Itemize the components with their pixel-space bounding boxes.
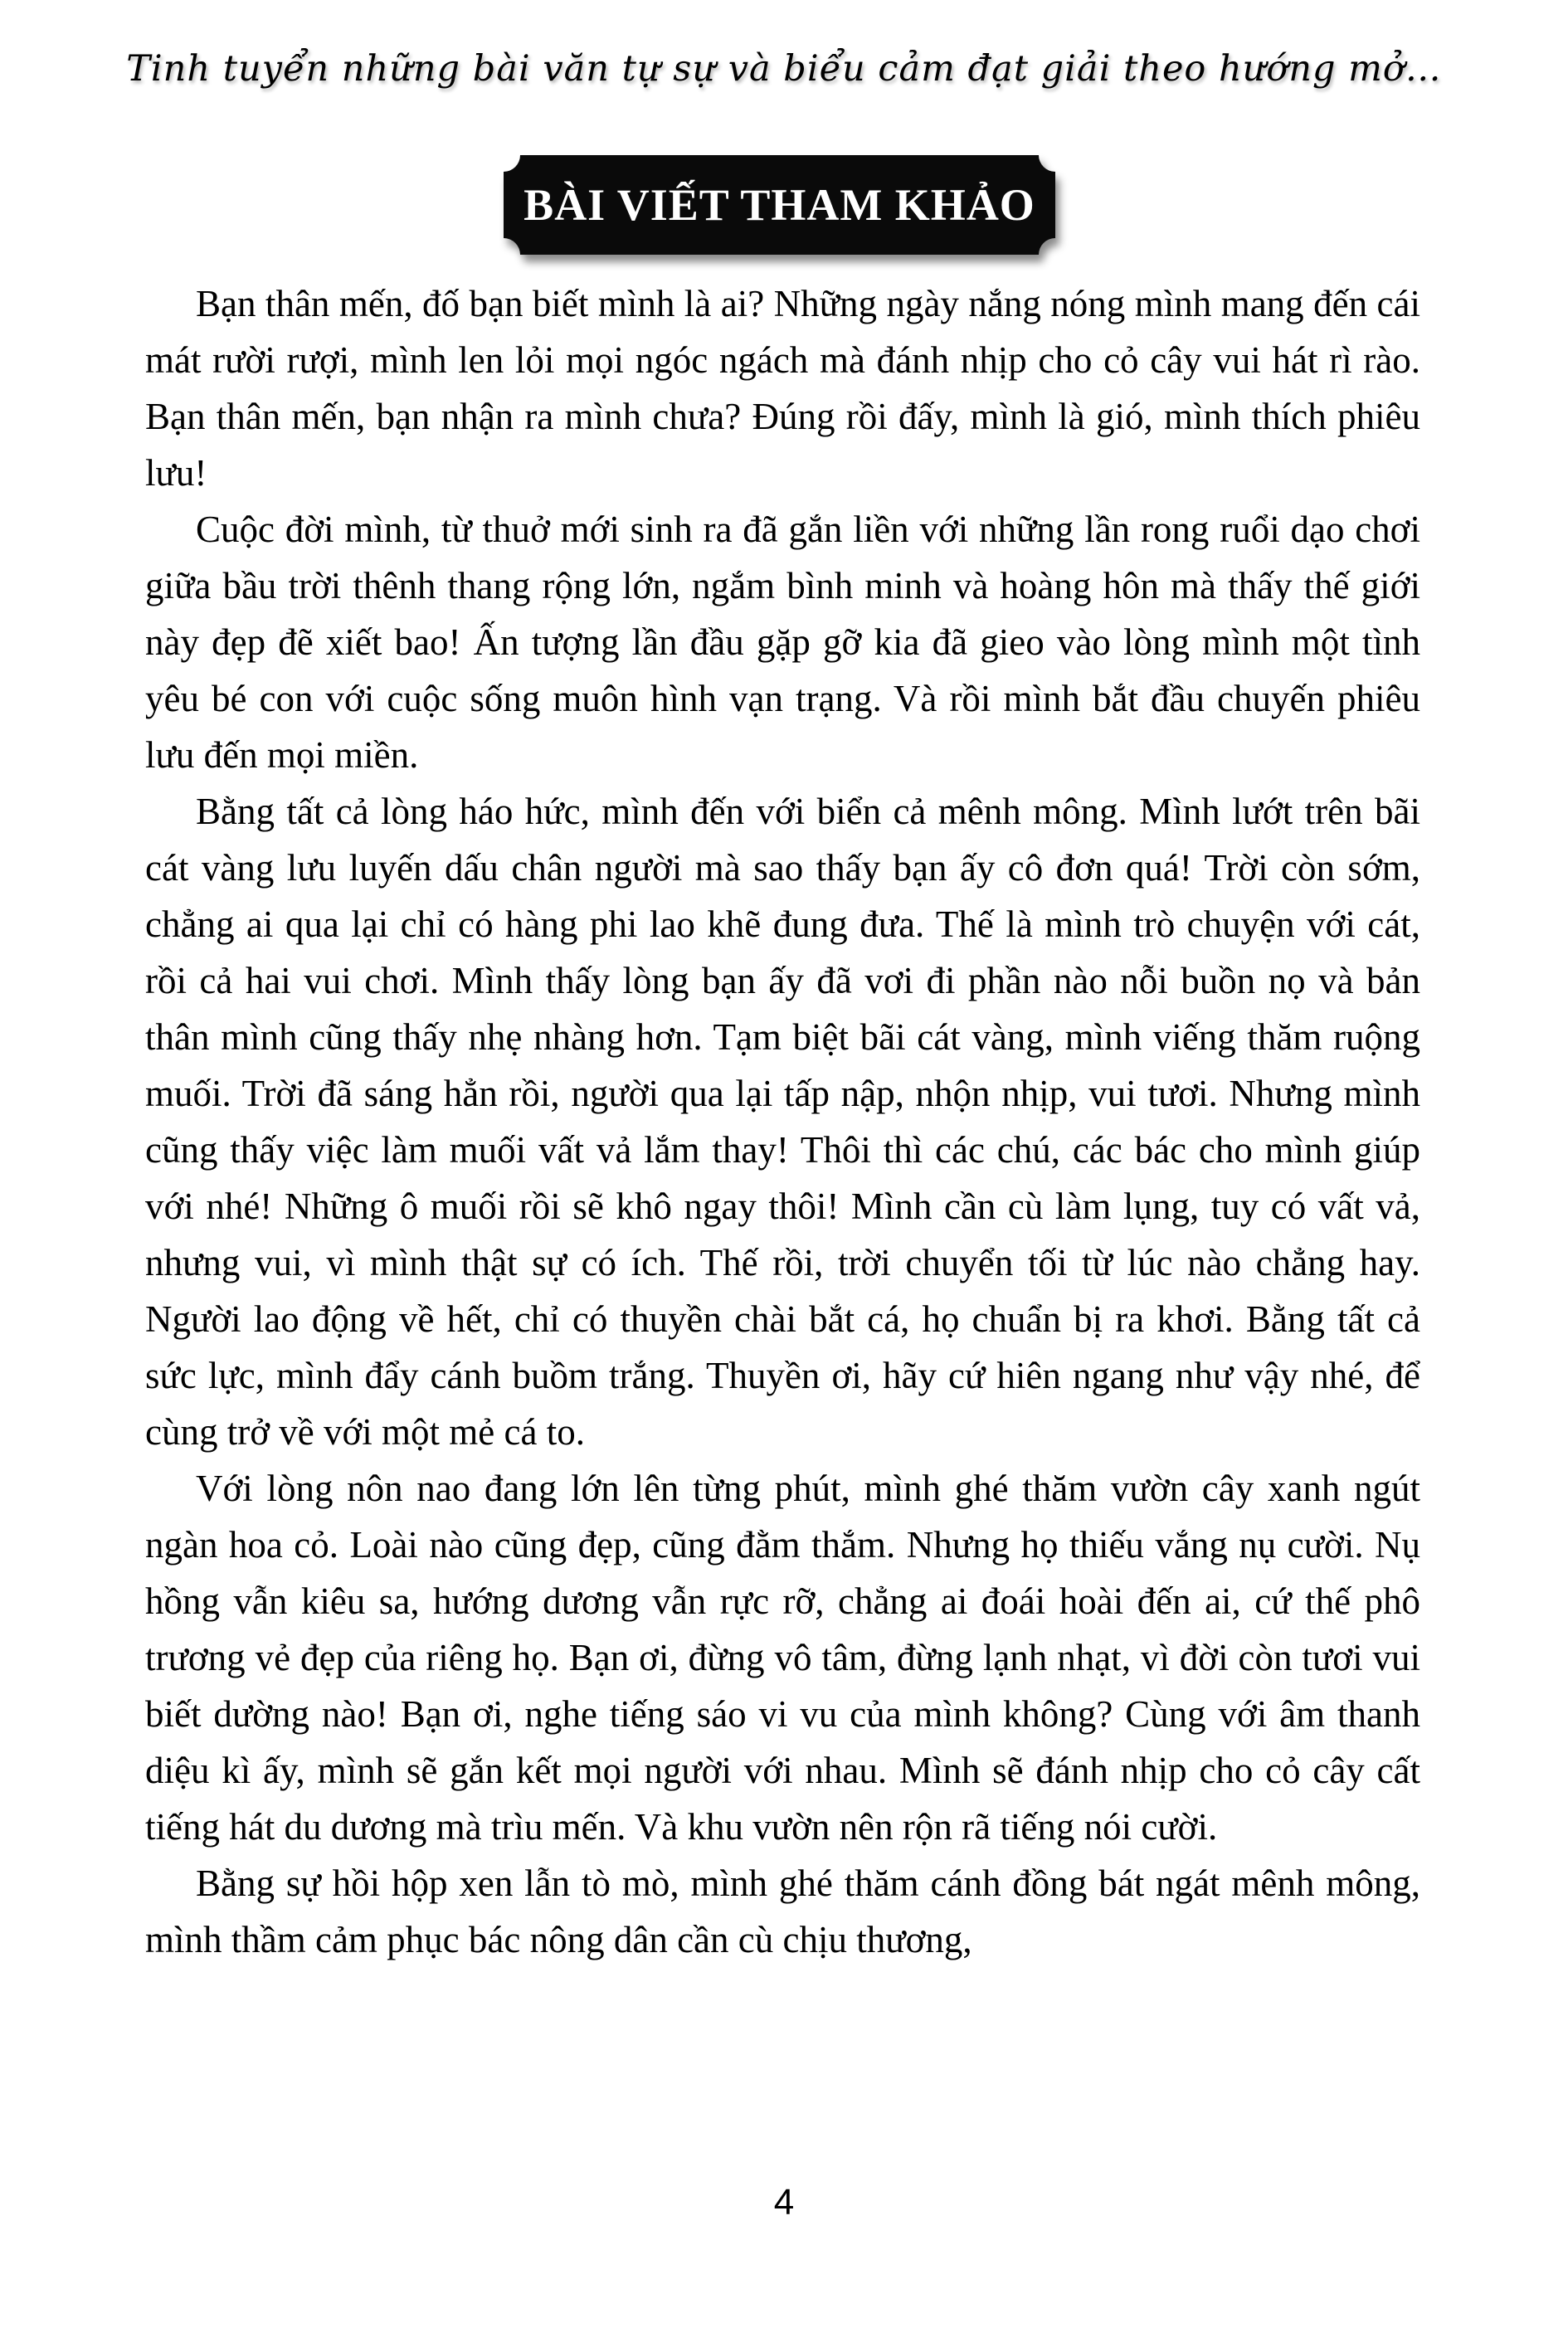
section-plaque: [504, 154, 1055, 256]
body-paragraph: Bạn thân mến, đố bạn biết mình là ai? Những ngày nắng nóng mình mang đến cái mát rười rượi, mình len lỏi mọi ngóc ngách mà đánh nhịp cho cỏ cây vui hát rì rào. Bạn thân mến, bạn nhận ra mình chưa? Đúng rồi đấy, mình là gió, mình thích phiêu lưu!: [145, 283, 1420, 494]
running-header: Tinh tuyển những bài văn tự sự và biểu cảm đạt giải theo hướng mở…: [126, 48, 1442, 90]
body-paragraph: Với lòng nôn nao đang lớn lên từng phút, mình ghé thăm vườn cây xanh ngút ngàn hoa cỏ. Loài nào cũng đẹp, cũng đằm thắm. Nhưng họ thiếu vắng nụ cười. Nụ hồng vẫn kiêu sa, hướng dương vẫn rực rỡ, chẳng ai đoái hoài đến ai, cứ thế phô trương vẻ đẹp của riêng họ. Bạn ơi, đừng vô tâm, đừng lạnh nhạt, vì đời còn tươi vui biết dường nào! Bạn ơi, nghe tiếng sáo vi vu của mình không? Cùng với âm thanh diệu kì ấy, mình sẽ gắn kết mọi người với nhau. Mình sẽ đánh nhịp cho cỏ cây cất tiếng hát du dương mà trìu mến. Và khu vườn nên rộn rã tiếng nói cười.: [145, 1468, 1420, 1848]
body-paragraph: Bằng tất cả lòng háo hức, mình đến với biển cả mênh mông. Mình lướt trên bãi cát vàng lưu luyến dấu chân người mà sao thấy bạn ấy cô đơn quá! Trời còn sớm, chẳng ai qua lại chỉ có hàng phi lao khẽ đung đưa. Thế là mình trò chuyện với cát, rồi cả hai vui chơi. Mình thấy lòng bạn ấy đã vơi đi phần nào nỗi buồn nọ và bản thân mình cũng thấy nhẹ nhàng hơn. Tạm biệt bãi cát vàng, mình viếng thăm ruộng muối. Trời đã sáng hẳn rồi, người qua lại tấp nập, nhộn nhịp, vui tươi. Nhưng mình cũng thấy việc làm muối vất vả lắm thay! Thôi thì các chú, các bác cho mình giúp với nhé! Những ô muối rồi sẽ khô ngay thôi! Mình cần cù làm lụng, tuy có vất vả, nhưng vui, vì mình thật sự có ích. Thế rồi, trời chuyển tối từ lúc nào chẳng hay. Người lao động về hết, chỉ có thuyền chài bắt cá, họ chuẩn bị ra khơi. Bằng tất cả sức lực, mình đẩy cánh buồm trắng. Thuyền ơi, hãy cứ hiên ngang như vậy nhé, để cùng trở về với một mẻ cá to.: [145, 791, 1420, 1453]
section-plaque-title: BÀI VIẾT THAM KHẢO: [523, 180, 1035, 230]
page-number: 4: [773, 2182, 795, 2223]
body-paragraph: Bằng sự hồi hộp xen lẫn tò mò, mình ghé thăm cánh đồng bát ngát mênh mông, mình thầm cảm phục bác nông dân cần cù chịu thương,: [145, 1863, 1420, 1960]
body-text: [145, 275, 1420, 1968]
body-paragraph: Cuộc đời mình, từ thuở mới sinh ra đã gắn liền với những lần rong ruổi dạo chơi giữa bầu trời thênh thang rộng lớn, ngắm bình minh và hoàng hôn mà thấy thế giới này đẹp đẽ xiết bao! Ấn tượng lần đầu gặp gỡ kia đã gieo vào lòng mình một tình yêu bé con với cuộc sống muôn hình vạn trạng. Và rồi mình bắt đầu chuyến phiêu lưu đến mọi miền.: [145, 509, 1420, 776]
